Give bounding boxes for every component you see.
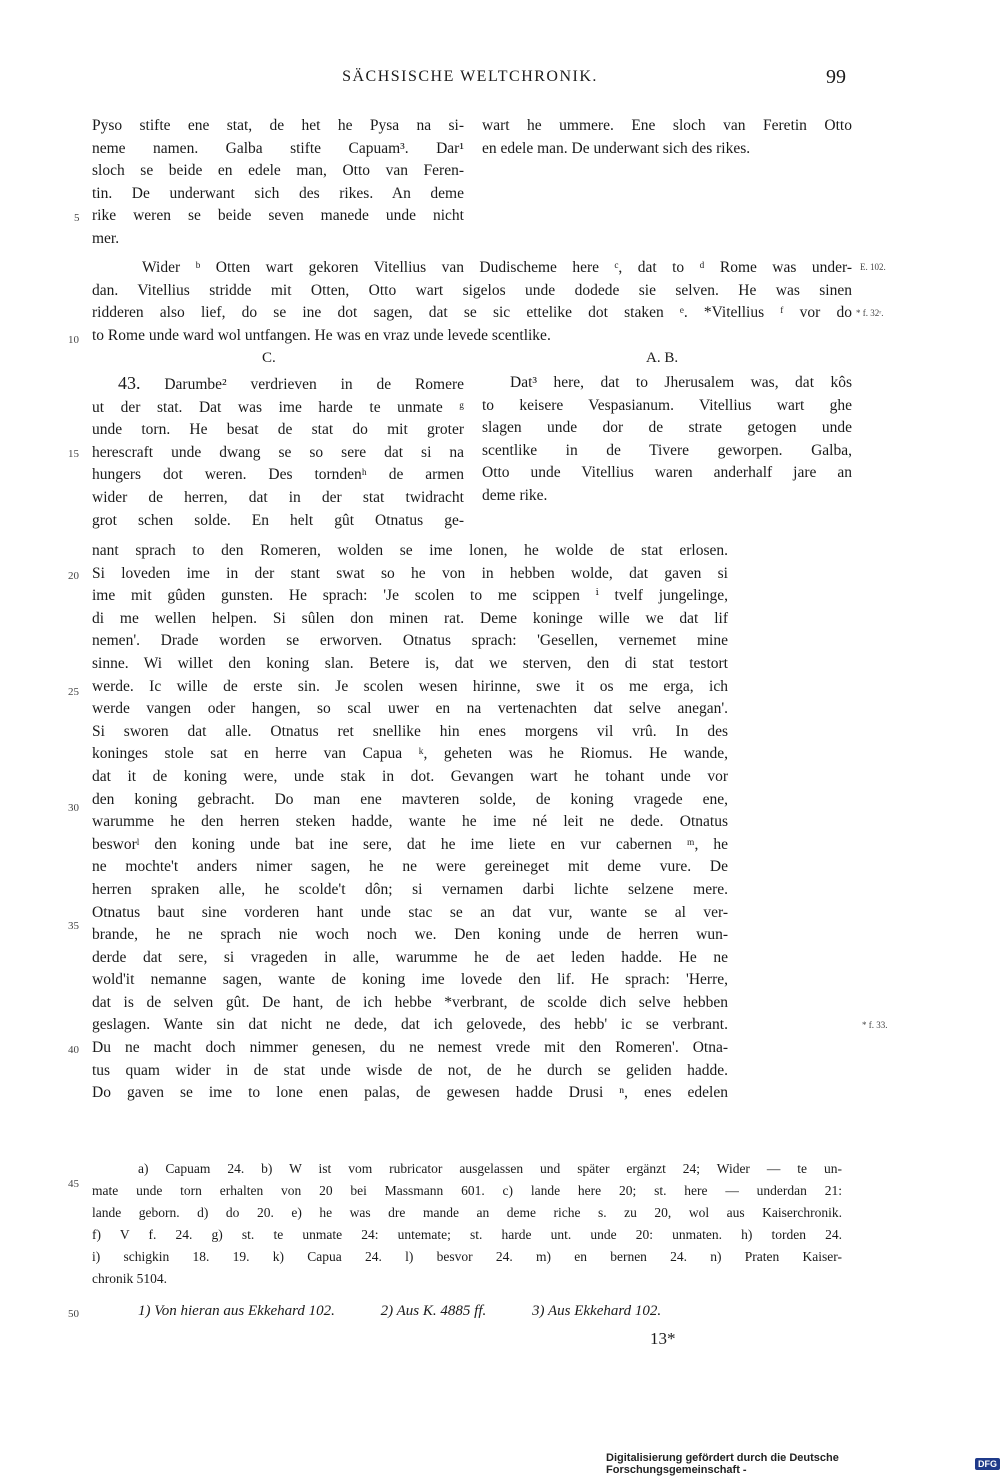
section-first-line: Darumbe² verdrieven in de Romere: [164, 376, 465, 393]
line-number: 5: [74, 212, 80, 224]
footnote-line: a) Capuam 24. b) W ist vom rubricator ausgelassen und später ergänzt 24; Wider — te un-: [138, 1161, 842, 1176]
text-line: tin. De underwant sich des rikes. An deme: [92, 184, 464, 202]
column-heading-ab: A. B.: [646, 350, 679, 366]
margin-note: * f. 33.: [862, 1020, 888, 1030]
line-number: 50: [68, 1308, 79, 1320]
footnote-line: chronik 5104.: [92, 1271, 167, 1286]
running-title: SÄCHSISCHE WELTCHRONIK.: [342, 68, 598, 85]
text-line: herescraft unde dwang se so sere dat si na: [92, 443, 464, 461]
text-line: ne mochte't anders nimer sagen, he ne were gereineget mit deme vure. De: [92, 858, 728, 876]
source-note: 2) Aus K. 4885 ff.: [380, 1303, 487, 1319]
text-line: Do gaven se ime to lone enen palas, de gewesen hadde Drusi ⁿ, enes edelen: [92, 1084, 728, 1102]
text-line: wart he ummere. Ene sloch van Feretin Otto: [482, 117, 852, 134]
source-note: 1) Von hieran aus Ekkehard 102.: [138, 1303, 335, 1319]
top-left-column: [92, 115, 464, 251]
top-right-column: [482, 115, 852, 160]
text-line: geslagen. Wante sin dat nicht ne dede, dat ich gelovede, des hebb' ic se verbrant.: [92, 1016, 728, 1034]
text-line: di me wellen helpen. Si sûlen don minen rat. Deme koninge wille we dat lif: [92, 609, 728, 627]
column-heading-c: C.: [262, 350, 276, 366]
credit-text: Digitalisierung gefördert durch die Deutsche Forschungsgemeinschaft -: [606, 1452, 839, 1476]
text-line: Wider ᵇ Otten wart gekoren Vitellius van Dudischeme here ᶜ, dat to ᵈ Rome was under-: [142, 259, 852, 276]
text-line: [92, 372, 464, 397]
text-line: ridderen also lief, do se ine dot sagen, dat se sic ettelike dot staken ᵉ. *Vitellius ᶠ vor do: [92, 304, 852, 322]
text-line: en edele man. De underwant sich des rikes.: [482, 139, 751, 157]
text-line: ime mit gûden gunsten. He sprach: 'Je scolen to me scippen ⁱ tvelf jungelinge,: [92, 587, 728, 605]
text-line: werde. Ic wille de erste sin. Je scolen wesen hirinne, swe it os me erga, ich: [92, 677, 728, 695]
text-line: Otto unde Vitellius waren anderhalf jare an: [482, 464, 852, 482]
line-number: 15: [68, 448, 79, 460]
text-line: brande, he ne sprach nie woch noch we. Den koning unde de herren wun-: [92, 926, 728, 944]
footnotes: [92, 1158, 842, 1290]
source-notes: [138, 1303, 703, 1320]
text-line: wold'it nemanne sagen, wante de koning ime lovede den lif. He sprach: 'Herre,: [92, 971, 728, 989]
main-body-text: [92, 540, 728, 1105]
text-line: koninges stole sat en herre van Capua ᵏ, geheten was he Riomus. He wande,: [92, 745, 728, 763]
footnote-line: f) V f. 24. g) st. te unmate 24: untemate; st. harde unt. unde 20: unmaten. h) torden 24.: [92, 1227, 842, 1242]
text-line: werde vangen oder hangen, so scal uwer en na vertenachten dat selve anegan'.: [92, 700, 728, 718]
text-line: Dat³ here, dat to Jherusalem was, dat kôs: [510, 374, 852, 391]
text-line: Si loveden ime in der stant swat so he von in hebben wolde, dat gaven si: [92, 564, 728, 582]
text-line: rike weren se beide seven manede unde nicht: [92, 207, 464, 225]
footnote-line: i) schigkin 18. 19. k) Capua 24. l) besvor 24. m) en bernen 24. n) Praten Kaiser-: [92, 1249, 842, 1264]
line-number: 10: [68, 334, 79, 346]
line-number: 35: [68, 920, 79, 932]
text-line: derde dat sere, si vrageden in alle, warumme he de aet leden hadde. He ne: [92, 948, 728, 966]
text-line: wider de herren, dat in der stat twidracht: [92, 488, 464, 506]
paragraph-vitellius: [92, 257, 852, 347]
footnote-line: mate unde torn erhalten von 20 bei Massmann 601. c) lande here 20; st. here — underdan 21:: [92, 1183, 842, 1198]
line-number: 30: [68, 802, 79, 814]
margin-note: * f. 32ʳ.: [856, 308, 884, 318]
text-line: warumme he den herren steken hadde, wante he ime né leit ne dede. Otnatus: [92, 813, 728, 831]
dfg-logo: DFG: [975, 1458, 1000, 1470]
signature-mark: 13*: [650, 1329, 676, 1348]
text-line: dat is de selven gût. De hant, de ich hebbe *verbrant, de scolde dich selve hebben: [92, 993, 728, 1011]
text-line: tus quam wider in de stat unde wisde de not, de he durch se geliden hadde.: [92, 1061, 728, 1079]
text-line: besworˡ den koning unde bat ine sere, dat he ime liete en vur cabernen ᵐ, he: [92, 835, 728, 853]
text-line: deme rike.: [482, 486, 548, 504]
text-line: slagen unde dor de strate getogen unde: [482, 419, 852, 437]
text-line: nant sprach to den Romeren, wolden se ime lonen, he wolde de stat erlosen.: [92, 542, 728, 559]
line-number: 40: [68, 1044, 79, 1056]
digitization-credit: [606, 1452, 1000, 1476]
text-line: den koning gebracht. Do man ene mavteren solde, de koning vragede ene,: [92, 790, 728, 808]
text-line: scentlike in de Tivere geworpen. Galba,: [482, 441, 852, 459]
text-line: Otnatus baut sine vorderen hant unde stac se an dat vur, wante se al ver-: [92, 903, 728, 921]
text-line: hungers dot weren. Des torndenʰ de armen: [92, 466, 464, 484]
section-number: 43.: [118, 373, 141, 393]
section-43-right-column: [482, 372, 852, 508]
text-line: nemen'. Drade worden se erworven. Otnatus sprach: 'Gesellen, vernemet mine: [92, 632, 728, 650]
text-line: Du ne macht doch nimmer genesen, du ne nemest vrede mit den Romeren'. Otna-: [92, 1039, 728, 1057]
footnote-line: lande geborn. d) do 20. e) he was dre mande an deme riche s. zu 20, wol aus Kaiserchronik.: [92, 1205, 842, 1220]
text-line: to Rome unde ward wol untfangen. He was en vraz unde levede scentlike.: [92, 326, 551, 344]
line-number: 20: [68, 570, 79, 582]
text-line: unde torn. He besat de stat do mit groter: [92, 421, 464, 439]
text-line: Pyso stifte ene stat, de het he Pysa na si-: [92, 117, 464, 134]
text-line: dan. Vitellius stridde mit Otten, Otto wart sigelos unde dodede sie selven. He was sinen: [92, 281, 852, 299]
text-line: neme namen. Galba stifte Capuam³. Dar¹: [92, 139, 464, 157]
page-number: 99: [826, 66, 846, 88]
text-line: sloch se beide en edele man, Otto van Feren-: [92, 162, 464, 180]
text-line: sinne. Wi willet den koning slan. Betere is, dat we sterven, den di stat testort: [92, 654, 728, 672]
text-line: ut der stat. Dat was ime harde te unmate ᵍ: [92, 398, 464, 416]
margin-note: E. 102.: [860, 262, 886, 272]
line-number: 45: [68, 1178, 79, 1190]
text-line: Si sworen dat alle. Otnatus ret snellike hin enes morgens vil vrû. In des: [92, 722, 728, 740]
text-line: herren spraken alle, he scolde't dôn; si vernamen darbi lichte selzene mere.: [92, 880, 728, 898]
section-43-left-column: [92, 372, 464, 532]
text-line: mer.: [92, 229, 120, 247]
source-note: 3) Aus Ekkehard 102.: [532, 1303, 662, 1319]
text-line: grot schen solde. En helt gût Otnatus ge-: [92, 511, 464, 529]
text-line: to keisere Vespasianum. Vitellius wart ghe: [482, 396, 852, 414]
line-number: 25: [68, 686, 79, 698]
text-line: dat it de koning were, unde stak in dot. Gevangen wart he tohant unde vor: [92, 767, 728, 785]
